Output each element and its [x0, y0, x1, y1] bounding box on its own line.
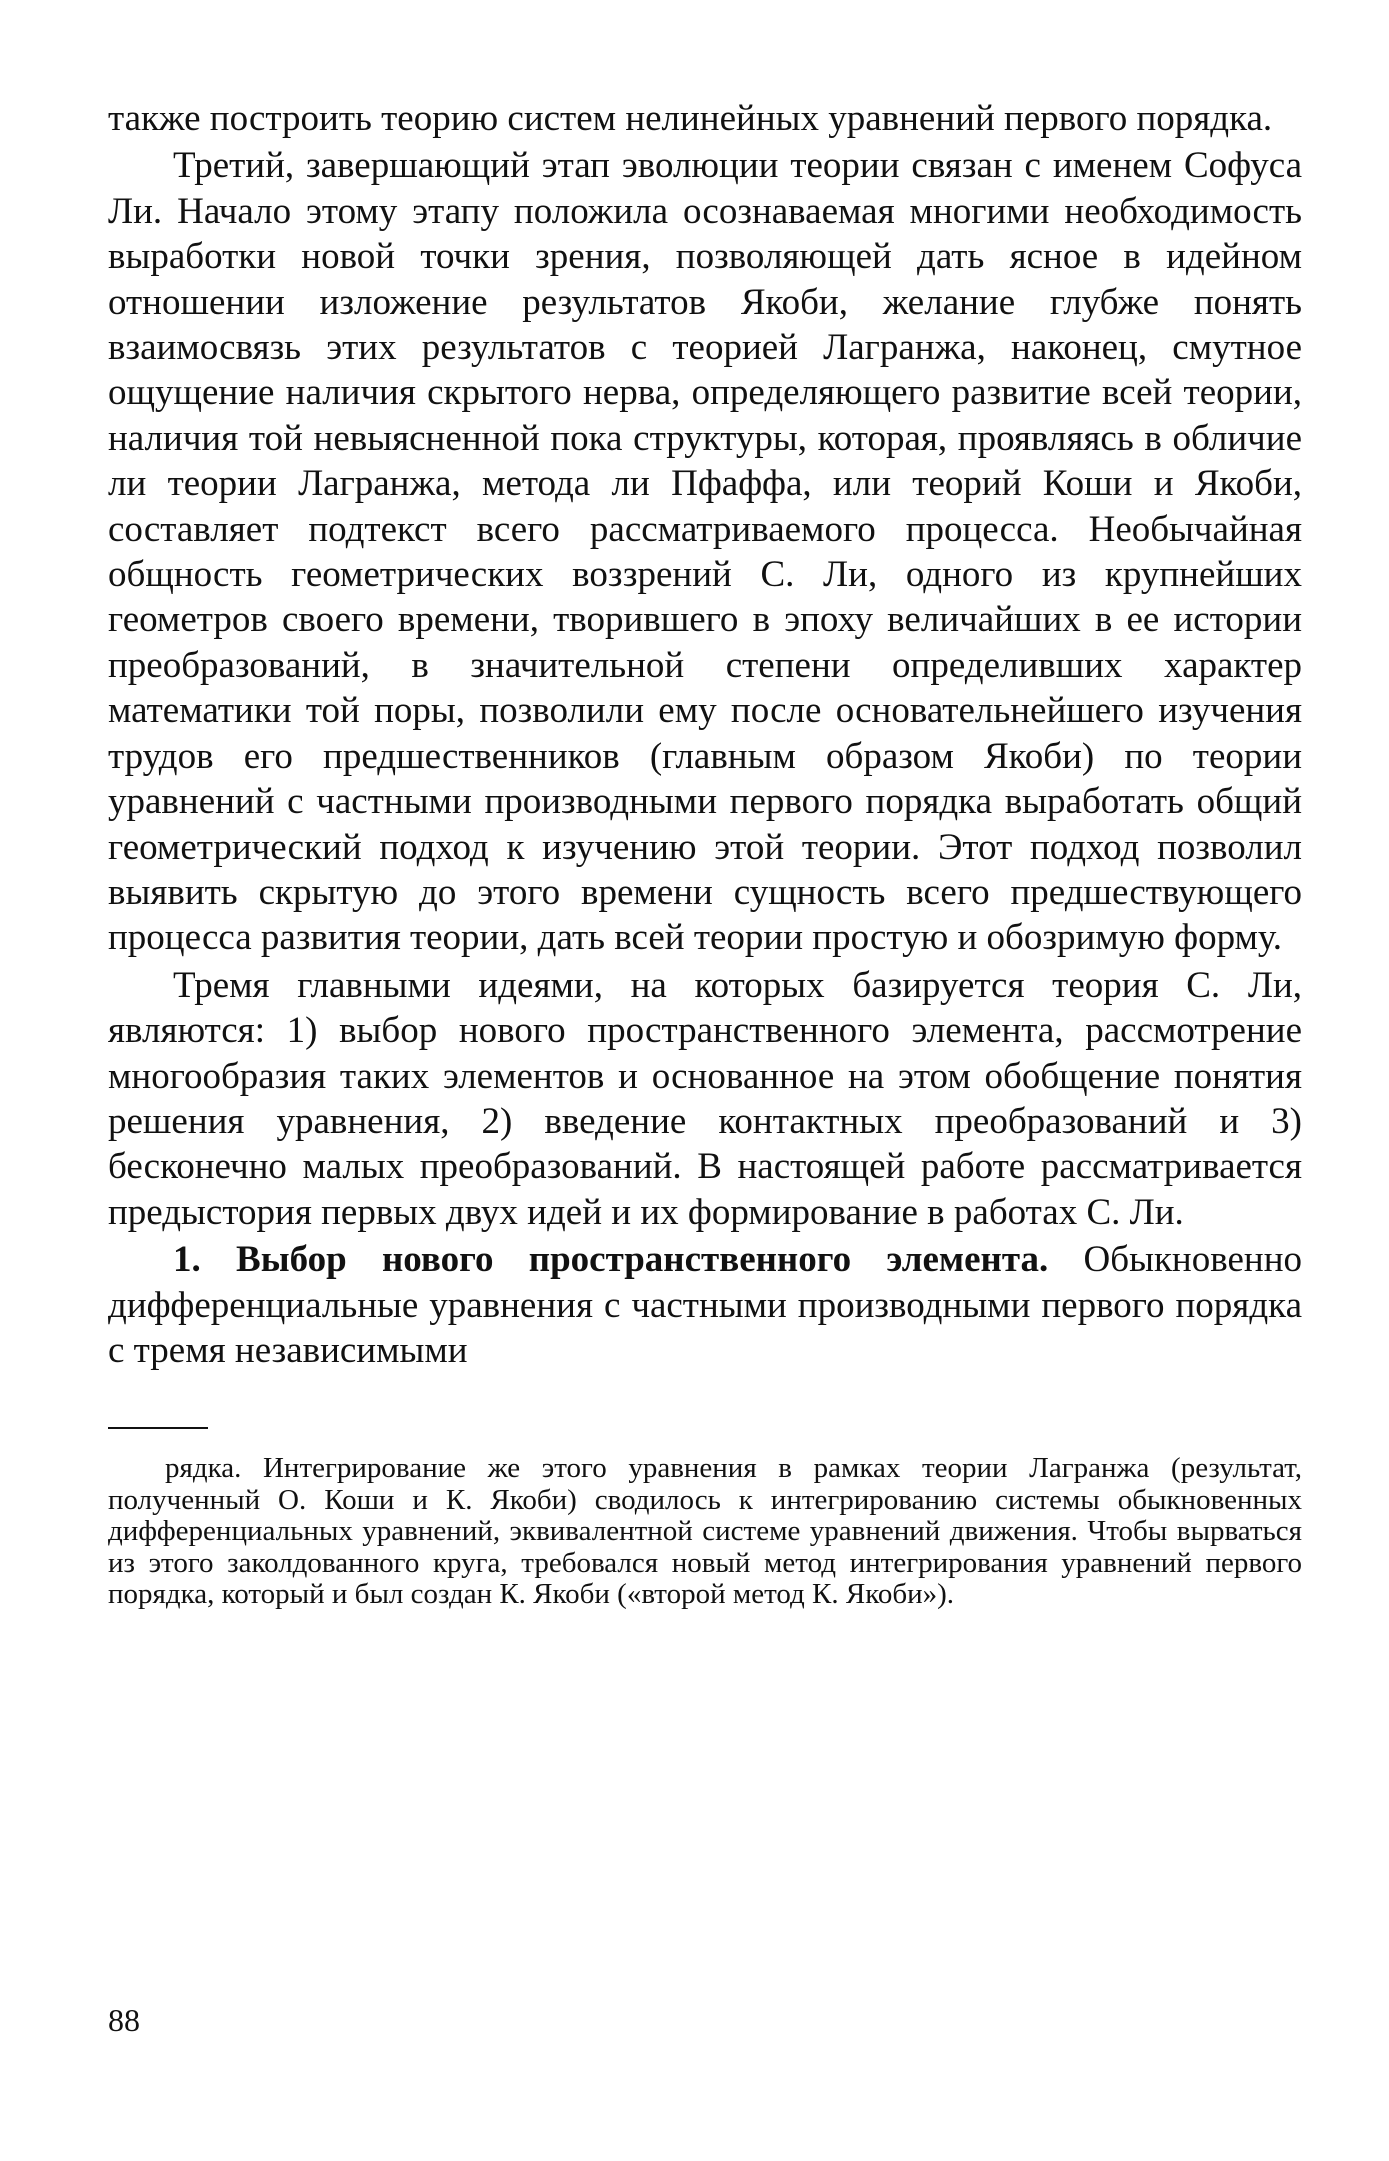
footnote-divider [108, 1427, 208, 1429]
footnote-text: рядка. Интегрирование же этого уравнения в рамках теории Лагранжа (результат, полученный О. Коши и К. Якоби) сводилось к интегрированию системы обыкновенных дифференциальных уравнений, эквивалентной системе уравнений движения. Чтобы вырваться из этого заколдованного круга, требовался новый метод интегрирования уравнений первого порядка, который и был создан К. Якоби («второй метод К. Якоби»). [108, 1452, 1302, 1611]
section-paragraph [108, 1237, 1302, 1373]
page-number: 88 [108, 2002, 140, 2038]
section-heading: 1. Выбор нового пространственного элемента. [173, 1239, 1049, 1281]
paragraph-third-stage: Третий, завершающий этап эволюции теории связан с именем Софуса Ли. Начало этому этапу положила осознаваемая многими необходимость выработки новой точки зрения, позволяющей дать ясное в идейном отношении изложение результатов Якоби, желание глубже понять взаимосвязь этих результатов с теорией Лагранжа, наконец, смутное ощущение наличия скрытого нерва, определяющего развитие всей теории, наличия той невыясненной пока структуры, которая, проявляясь в обличие ли теории Лагранжа, метода ли Пфаффа, или теорий Коши и Якоби, составляет подтекст всего рассматриваемого процесса. Необычайная общность геометрических воззрений С. Ли, одного из крупнейших геометров своего времени, творившего в эпоху величайших в ее истории преобразований, в значительной степени определивших характер математики той поры, позволили ему после основательнейшего изучения трудов его предшественников (главным образом Якоби) по теории уравнений с частными производными первого порядка выработать общий геометрический подход к изучению этой теории. Этот подход позволил выявить скрытую до этого времени сущность всего предшествующего процесса развития теории, дать всей теории простую и обозримую форму. [108, 145, 1302, 959]
paragraph-main-ideas: Тремя главными идеями, на которых базируется теория С. Ли, являются: 1) выбор нового пространственного элемента, рассмотрение многообразия таких элементов и основанное на этом обобщение понятия решения уравнения, 2) введение контактных преобразований и 3) бесконечно малых преобразований. В настоящей работе рассматривается предыстория первых двух идей и их формирование в работах С. Ли. [108, 964, 1302, 1233]
section-text: Обыкновенно дифференциальные уравнения с частными производными первого порядка с тремя независимыми [108, 1239, 1302, 1371]
page-content [108, 96, 1302, 1611]
paragraph-continuation: также построить теорию систем нелинейных уравнений первого порядка. [108, 98, 1273, 139]
